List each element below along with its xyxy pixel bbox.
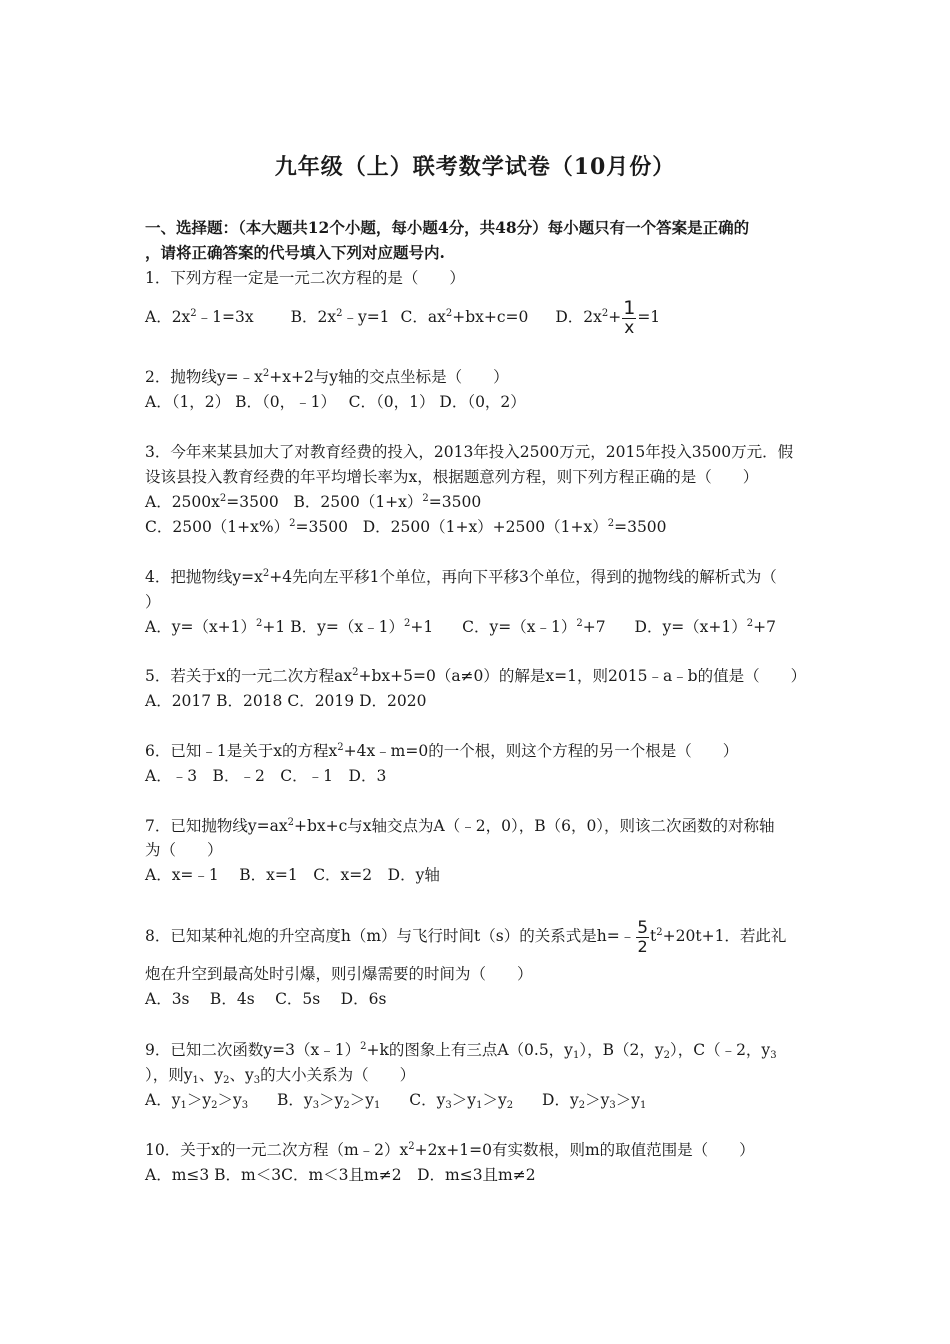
q7-options: A．x=﹣1 B．x=1 C．x=2 D．y轴: [145, 866, 440, 884]
q9-options: [145, 1090, 646, 1110]
q2-stem: 2．抛物线$y=﹣x^2+x+2$与y轴的交点坐标是（ ）: [145, 368, 509, 386]
q1-option-d: D．$2x^2+$ $\frac{1}{x}$ =1: [555, 297, 661, 338]
q3-stem-line2: 设该县投入教育经费的年平均增长率为x，根据题意列方程，则下列方程正确的是（ ）: [145, 468, 759, 486]
q8-stem-line2: 炮在升空到最高处时引爆，则引爆需要的时间为（ ）: [145, 965, 533, 983]
q3-option-c: C．$2500(1+x\%)^2=3500$: [145, 518, 348, 536]
q3-options-cd: [145, 517, 667, 537]
q6-options: A．﹣3 B．﹣2 C．﹣1 D．3: [145, 767, 387, 785]
q1-fraction: $\frac{1}{x}$: [623, 297, 636, 338]
q9-option-b: B．$y_3>y_2>y_1$: [277, 1091, 381, 1111]
q9-option-c: C．$y_3>y_1>y_2$: [409, 1091, 514, 1111]
q7-stem-line2: 为（ ）: [145, 841, 223, 859]
q3-option-d: D．$2500(1+x)+2500(1+x)^2=3500$: [362, 518, 667, 536]
q10-options: A．m≤3 B．m＜3C．m＜3且m≠2 D．m≤3且m≠2: [145, 1166, 536, 1184]
q10-stem: 10．关于x的一元二次方程$(m﹣2)x^2+2x+1=0$有实数根，则m的取值范围是（ ）: [145, 1141, 755, 1159]
q3-option-a: A．$2500x^2=3500$: [145, 493, 279, 511]
q7-stem-line1: 7．已知抛物线$y=ax^2+bx+c$与x轴交点为A（﹣2，0），B（6，0），则该二次函数的对称轴: [145, 817, 775, 835]
q1-option-c: C．$ax^2+bx+c=0$: [400, 308, 529, 326]
q4-option-c: C．y=（x﹣1）$^2$+7: [462, 618, 606, 636]
q6-stem: 6．已知﹣1是关于x的方程$x^2+4x﹣m=0$的一个根，则这个方程的另一个根是（ ）: [145, 742, 739, 760]
q4-option-b: B．y=（x﹣1）$^2$+1: [290, 618, 434, 636]
q9-stem-line1: 9．已知二次函数y=3（x﹣1）$^2$+k的图象上有三点A（0.5，$y_1$），B（2，$y_2$），C（﹣2，$y_3$: [145, 1041, 777, 1061]
q2-options: A．（1，2） B．（0，﹣1） C．（0，1） D．（0，2）: [145, 393, 526, 411]
q4-stem-line2: ）: [145, 593, 161, 611]
q9-option-a: A．$y_1>y_2>y_3$: [145, 1091, 249, 1111]
section-heading-line1: 一、选择题：（本大题共12个小题，每小题4分，共48分）每小题只有一个答案是正确的: [145, 218, 750, 237]
q3-stem-line1: 3．今年来某县加大了对教育经费的投入，2013年投入2500万元，2015年投入3500万元．假: [145, 443, 794, 461]
q1-option-a: A．$2x^2﹣1=3x$: [145, 308, 254, 326]
section-heading-line2: ，请将正确答案的代号填入下列对应题号内.: [145, 243, 445, 262]
q8-options: A．3s B．4s C．5s D．6s: [145, 990, 387, 1008]
q1-stem: 1．下列方程一定是一元二次方程的是（ ）: [145, 269, 465, 287]
q4-stem-line1: 4．把抛物线$y=x^2+4$先向左平移1个单位，再向下平移3个单位，得到的抛物线的解析式为（: [145, 568, 777, 586]
q1-options: [145, 299, 660, 337]
q9-stem-line2: ），则$y_1$、$y_2$、$y_3$的大小关系为（ ）: [145, 1066, 416, 1086]
q5-options: A．2017 B．2018 C．2019 D．2020: [145, 692, 427, 710]
q5-stem: 5．若关于x的一元二次方程$ax^2+bx+5=0(a\ne 0)$的解是x=1，则2015﹣a﹣b的值是（ ）: [145, 667, 807, 685]
q3-options-ab: [145, 492, 481, 512]
q4-options: [145, 617, 776, 637]
q9-option-d: D．$y_2>y_3>y_1$: [542, 1091, 647, 1111]
q4-option-a: A．$y=(x+1)^2+1$: [145, 618, 286, 636]
q3-option-b: B．$2500(1+x)^2=3500$: [293, 493, 482, 511]
q1-option-b: B．$2x^2﹣y=1$: [290, 308, 390, 326]
q8-stem-line1: 8．已知某种礼炮的升空高度h（m）与飞行时间t（s）的关系式是h=﹣ $\frac{5}{2}$ $t^2+20t+1$．若此礼: [145, 917, 787, 956]
exam-title: 九年级（上）联考数学试卷（10月份）: [274, 154, 676, 180]
q8-fraction: $\frac{5}{2}$: [637, 917, 649, 956]
q4-option-d: D．$y=(x+1)^2+7$: [634, 618, 777, 636]
